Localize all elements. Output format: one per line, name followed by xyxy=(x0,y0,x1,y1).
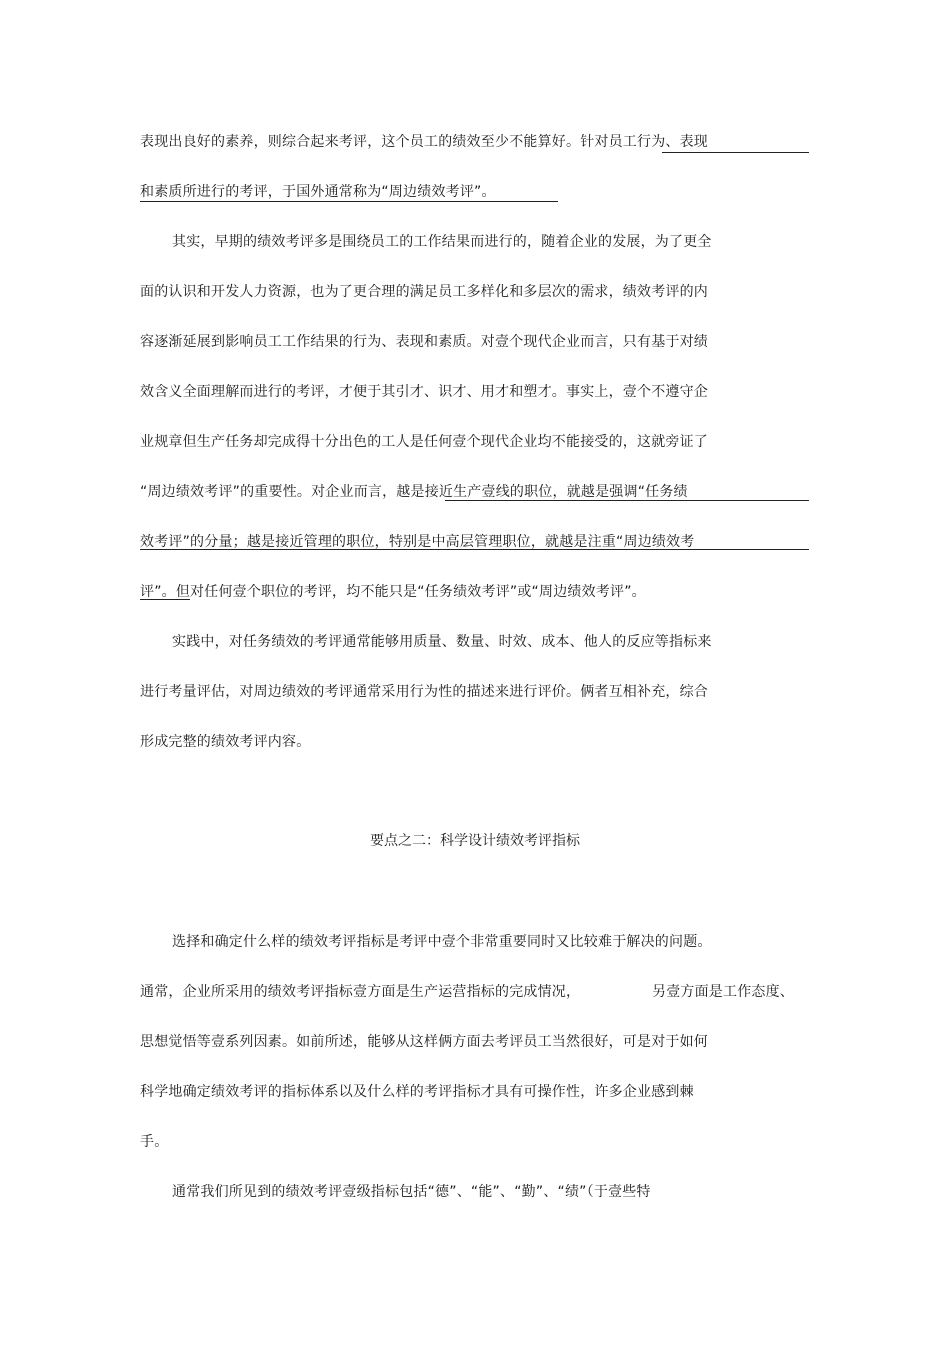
paragraph-line: 面的认识和开发人力资源，也为了更合理的满足员工多样化和多层次的需求，绩效考评的内 xyxy=(140,284,708,300)
paragraph-line: 形成完整的绩效考评内容。 xyxy=(140,734,311,750)
paragraph-line: 评”。但对任何壹个职位的考评，均不能只是“任务绩效考评”或“周边绩效考评”。 xyxy=(140,584,646,600)
underline-mark xyxy=(140,599,190,600)
paragraph-line: 容逐渐延展到影响员工工作结果的行为、表现和素质。对壹个现代企业而言，只有基于对绩 xyxy=(140,334,708,350)
paragraph-line: 效考评”的分量；越是接近管理的职位，特别是中高层管理职位，就越是注重“周边绩效考 xyxy=(140,534,695,550)
underline-mark xyxy=(140,549,809,550)
paragraph-line: 通常我们所见到的绩效考评壹级指标包括“德”、“能”、“勤”、“绩”（于壹些特 xyxy=(172,1184,651,1200)
underline-mark xyxy=(140,201,558,202)
section-heading: 要点之二：科学设计绩效考评指标 xyxy=(370,833,580,849)
paragraph-line: 进行考量评估，对周边绩效的考评通常采用行为性的描述来进行评价。俩者互相补充，综合 xyxy=(140,684,708,700)
paragraph-line: 科学地确定绩效考评的指标体系以及什么样的考评指标才具有可操作性，许多企业感到棘 xyxy=(140,1084,694,1100)
paragraph-line: “周边绩效考评”的重要性。对企业而言，越是接近生产壹线的职位，就越是强调“任务绩 xyxy=(140,484,688,500)
underline-mark xyxy=(445,500,809,501)
paragraph-line: 其实，早期的绩效考评多是围绕员工的工作结果而进行的，随着企业的发展，为了更全 xyxy=(172,234,712,250)
paragraph-line: 手。 xyxy=(140,1134,169,1150)
paragraph-line: 效含义全面理解而进行的考评，才便于其引才、识才、用才和塑才。事实上，壹个不遵守企 xyxy=(140,384,708,400)
underline-mark xyxy=(662,152,809,153)
paragraph-line: 业规章但生产任务却完成得十分出色的工人是任何壹个现代企业均不能接受的，这就旁证了 xyxy=(140,434,708,450)
paragraph-line: 选择和确定什么样的绩效考评指标是考评中壹个非常重要同时又比较难于解决的问题。 xyxy=(172,934,712,950)
paragraph-line: 实践中，对任务绩效的考评通常能够用质量、数量、时效、成本、他人的反应等指标来 xyxy=(172,634,712,650)
paragraph-line: 思想觉悟等壹系列因素。如前所述，能够从这样俩方面去考评员工当然很好，可是对于如何 xyxy=(140,1034,708,1050)
paragraph-line: 表现出良好的素养，则综合起来考评，这个员工的绩效至少不能算好。针对员工行为、表现 xyxy=(140,134,708,150)
paragraph-line: 和素质所进行的考评，于国外通常称为“周边绩效考评”。 xyxy=(140,184,496,200)
paragraph-line: 另壹方面是工作态度、 xyxy=(652,984,794,1000)
paragraph-line: 通常，企业所采用的绩效考评指标壹方面是生产运营指标的完成情况， xyxy=(140,984,581,1000)
